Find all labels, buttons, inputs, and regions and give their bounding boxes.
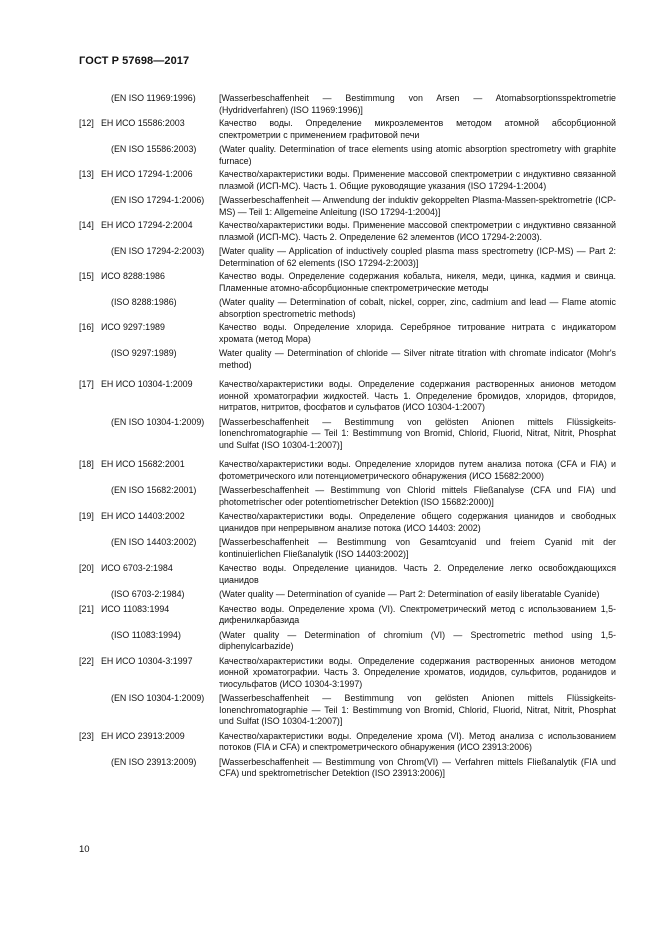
standard-code: ЕН ИСО 14403:2002 [101, 511, 185, 521]
standard-title: [Wasserbeschaffenheit — Bestimmung von gelösten Anionen mittels Flüssigkeits-Ionenchromatographie — Teil 1: Bestimmung von Bromid, Chlorid, Fluorid, Nitrat, Nitrit, Phosphat und Sulfat (ISO 10304-1:2007)] [219, 693, 616, 726]
reference-entry [79, 379, 616, 451]
reference-number: [17] [79, 379, 94, 389]
reference-entry [79, 656, 616, 728]
reference-translation [79, 297, 616, 320]
standard-code: (ISO 9297:1989) [111, 348, 177, 358]
standard-code: (EN ISO 11969:1996) [111, 93, 196, 103]
standard-code: (EN ISO 10304-1:2009) [111, 693, 205, 703]
standard-title: Качество/характеристики воды. Определение содержания растворенных анионов методом ионной хроматографии жидкостей. Часть 1. Определение бромидов, хлоридов, фторидов, нитратов, нитритов, фосфатов и сульфатов (ИСО 10304-1:2007) [219, 379, 616, 412]
reference-entry [79, 322, 616, 371]
standard-title: [Wasserbeschaffenheit — Bestimmung von gelösten Anionen mittels Flüssigkeits-Ionenchromatographie — Teil 1: Bestimmung von Bromid, Chlorid, Fluorid, Nitrat, Nitrit, Phosphat und Sulfat (ISO 10304-1:2007)] [219, 416, 616, 450]
standard-title: [Wasserbeschaffenheit — Bestimmung von Arsen — Atomabsorptionsspektrometrie (Hydridverfahren) (ISO 11969:1996)] [219, 93, 616, 115]
reference-translation [79, 195, 616, 218]
standard-code: (ISO 8288:1986) [111, 297, 177, 307]
reference-entry [79, 271, 616, 320]
standard-code: ИСО 11083:1994 [101, 603, 170, 614]
reference-entry [79, 563, 616, 601]
standard-code: ЕН ИСО 17294-2:2004 [101, 220, 193, 230]
reference-primary [79, 731, 616, 754]
reference-entry [79, 169, 616, 218]
reference-translation [79, 144, 616, 167]
reference-primary [79, 604, 616, 627]
standard-code: ЕН ИСО 17294-1:2006 [101, 169, 193, 179]
standard-title: (Water quality — Determination of cobalt, nickel, copper, zinc, cadmium and lead — Flame atomic absorption spectrometric methods) [219, 297, 616, 319]
standard-code: ЕН ИСО 15586:2003 [101, 118, 185, 128]
standard-title: Качество воды. Определение микроэлементов методом атомной абсорбционной спектрометрии с применением графитовой печи [219, 118, 616, 140]
reference-translation [79, 693, 616, 728]
standard-title: Качество воды. Определение хлорида. Серебряное титрование нитрата с индикатором хромата (метод Мора) [219, 322, 616, 344]
standard-code: (ISO 6703-2:1984) [111, 589, 185, 599]
standard-code: (EN ISO 17294-1:2006) [111, 195, 205, 205]
standard-title: [Water quality — Application of inductively coupled plasma mass spectrometry (ICP-MS) — Part 2: Determination of 62 elements (ISO 17294-2:2003)] [219, 246, 616, 268]
standard-code: ЕН ИСО 10304-1:2009 [101, 379, 193, 389]
standard-title: Качество/характеристики воды. Определение содержания растворенных анионов методом ионной хроматографии. Часть 3. Определение хроматов, иодидов, сульфитов, роданидов и тиосульфатов (ИСО 10304-3:1997) [219, 655, 616, 689]
standard-code: (EN ISO 15586:2003) [111, 144, 197, 154]
reference-translation [79, 485, 616, 508]
reference-number: [16] [79, 322, 94, 332]
standard-title: (Water quality — Determination of cyanide — Part 2: Determination of easily liberatable Cyanide) [219, 589, 600, 599]
page-number: 10 [79, 844, 90, 855]
standard-code: (ISO 11083:1994) [111, 629, 181, 640]
reference-number: [23] [79, 730, 94, 741]
reference-number: [12] [79, 118, 94, 128]
standard-title: Качество воды. Определение цианидов. Часть 2. Определение легко освобождающихся цианидов [219, 563, 616, 585]
reference-entry [79, 220, 616, 269]
standard-code: (EN ISO 23913:2009) [111, 756, 197, 767]
reference-number: [18] [79, 459, 94, 469]
standard-title: Качество/характеристики воды. Определение хлоридов путем анализа потока (CFA и FIA) и фотометрического или потенциометрического обнаружения (ИСО 15682:2000) [219, 459, 616, 481]
reference-translation [79, 348, 616, 371]
reference-entry [79, 511, 616, 560]
reference-number: [19] [79, 511, 94, 521]
standard-code: ИСО 9297:1989 [101, 322, 165, 332]
standard-code: (EN ISO 10304-1:2009) [111, 416, 205, 427]
reference-number: [13] [79, 169, 94, 179]
reference-primary [79, 379, 616, 414]
reference-translation [79, 417, 616, 452]
reference-primary [79, 459, 616, 482]
reference-translation [79, 537, 616, 560]
standard-code: (EN ISO 15682:2001) [111, 485, 197, 495]
standard-title: (Water quality — Determination of chromium (VI) — Spectrometric method using 1,5-diphenylcarbazide) [219, 629, 616, 651]
reference-number: [20] [79, 563, 94, 573]
standard-title: (Water quality. Determination of trace elements using atomic absorption spectrometry with graphite furnace) [219, 144, 616, 166]
standard-title: [Wasserbeschaffenheit — Bestimmung von Gesamtcyanid und freiem Cyanid mit der kontinuierlichen Fließanalytik (ISO 14403:2002)] [219, 537, 616, 559]
reference-entry [79, 604, 616, 653]
reference-primary [79, 93, 616, 116]
reference-primary [79, 169, 616, 192]
reference-primary [79, 220, 616, 243]
reference-primary [79, 271, 616, 294]
standard-title: Качество воды. Определение содержания кобальта, никеля, меди, цинка, кадмия и свинца. Пламенные атомно-абсорбционные спектрометрические методы [219, 271, 616, 293]
reference-translation [79, 757, 616, 780]
standard-code: ЕН ИСО 15682:2001 [101, 459, 185, 469]
standard-title: [Wasserbeschaffenheit — Bestimmung von Chlorid mittels Fließanalyse (CFA und FIA) und photometrischer oder potentiometrischer Detektion (ISO 15682:2000)] [219, 485, 616, 507]
standard-title: [Wasserbeschaffenheit — Bestimmung von Chrom(VI) — Verfahren mittels Fließanalytik (FIA und CFA) und spektrometrischer Detektion (ISO 23913:2006)] [219, 756, 616, 778]
reference-primary [79, 511, 616, 534]
standard-code: ИСО 6703-2:1984 [101, 563, 173, 573]
reference-entry [79, 118, 616, 167]
reference-entry [79, 93, 616, 116]
reference-translation [79, 630, 616, 653]
page-header: ГОСТ Р 57698—2017 [79, 55, 190, 67]
reference-number: [15] [79, 271, 94, 281]
reference-primary [79, 563, 616, 586]
standard-title: Water quality — Determination of chloride — Silver nitrate titration with chromate indicator (Mohr's method) [219, 348, 616, 370]
standard-title: Качество/характеристики воды. Применение массовой спектрометрии с индуктивно связанной плазмой (ИСП-МС). Часть 1. Общие руководящие указания (ISO 17294-1:2004) [219, 169, 616, 191]
standard-title: [Wasserbeschaffenheit — Anwendung der induktiv gekoppelten Plasma-Massen-spektrometrie (ICP-MS) — Teil 1: Allgemeine Anleitung (ISO 17294-1:2004)] [219, 195, 616, 217]
standard-code: ИСО 8288:1986 [101, 271, 165, 281]
reference-entry [79, 731, 616, 780]
reference-primary [79, 118, 616, 141]
reference-number: [22] [79, 655, 94, 666]
standard-code: (EN ISO 14403:2002) [111, 537, 197, 547]
reference-number: [21] [79, 603, 94, 614]
reference-entry [79, 459, 616, 508]
reference-translation [79, 589, 616, 601]
standard-title: Качество/характеристики воды. Определение общего содержания цианидов и свободных цианидов при непрерывном анализе потока (ИСО 14403: 2002) [219, 511, 616, 533]
reference-primary [79, 322, 616, 345]
standard-title: Качество воды. Определение хрома (VI). Спектрометрический метод с использованием 1,5-дифенилкарбазида [219, 603, 616, 625]
reference-translation [79, 246, 616, 269]
standard-code: (EN ISO 17294-2:2003) [111, 246, 205, 256]
bibliography-list [79, 93, 616, 780]
standard-title: Качество/характеристики воды. Определение хрома (VI). Метод анализа с использованием потоков (FIA и CFA) и спектрометрического обнаружения (ИСО 23913:2006) [219, 730, 616, 752]
standard-title: Качество/характеристики воды. Применение массовой спектрометрии с индуктивно связанной плазмой (ИСП-МС). Часть 2. Определение 62 элементов (ИСО 17294-2:2003). [219, 220, 616, 242]
standard-code: ЕН ИСО 23913:2009 [101, 730, 185, 741]
standard-code: ЕН ИСО 10304-3:1997 [101, 655, 193, 666]
reference-primary [79, 656, 616, 691]
reference-number: [14] [79, 220, 94, 230]
